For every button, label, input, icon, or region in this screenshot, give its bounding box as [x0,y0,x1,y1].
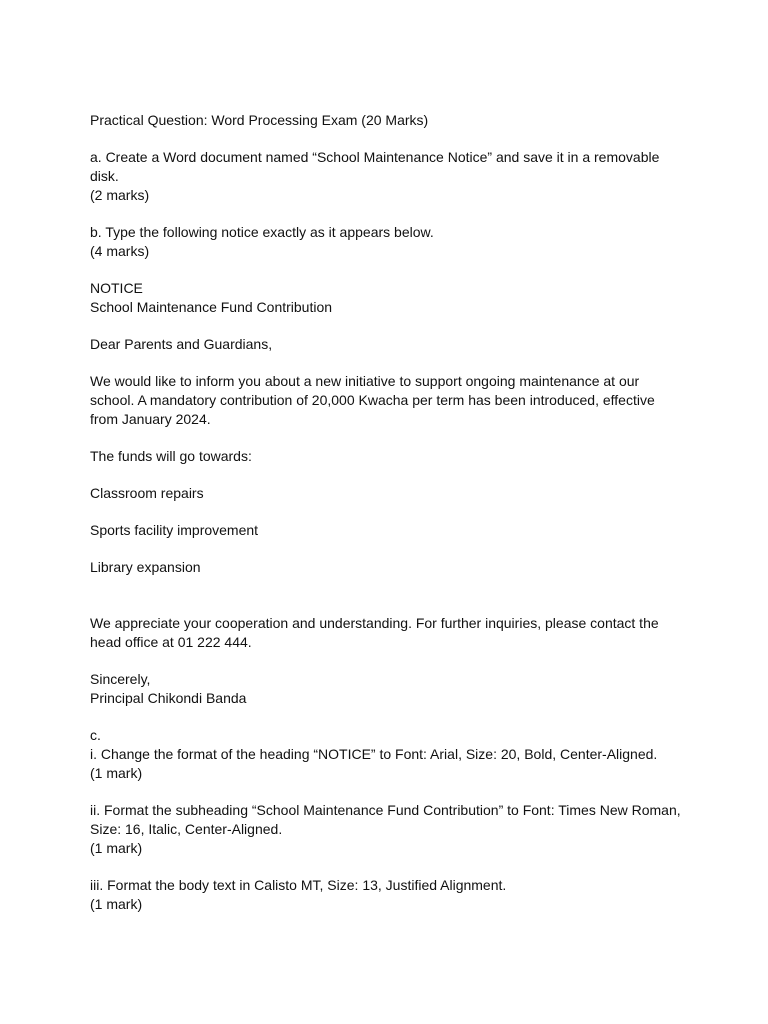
fund-item: Classroom repairs [90,485,204,501]
notice-paragraph-1-line-3: from January 2024. [90,411,211,427]
task-c-ii-text-cont: Size: 16, Italic, Center-Aligned. [90,821,283,837]
fund-item: Sports facility improvement [90,522,259,538]
notice-paragraph-1-line-1: We would like to inform you about a new initiative to support ongoing maintenance at our [90,373,640,389]
task-c-iii-text: iii. Format the body text in Calisto MT, Size: 13, Justified Alignment. [90,877,507,893]
document-page [90,111,690,914]
task-a-text: a. Create a Word document named “School Maintenance Notice” and save it in a removable [90,149,660,165]
notice-signature: Principal Chikondi Banda [90,690,247,706]
task-b-marks: (4 marks) [90,243,150,259]
notice-paragraph-2-line-2: head office at 01 222 444. [90,634,252,650]
task-c-i-text: i. Change the format of the heading “NOTICE” to Font: Arial, Size: 20, Bold, Center-Aligned. [90,746,658,762]
task-c-ii-text: ii. Format the subheading “School Maintenance Fund Contribution” to Font: Times New Roman, [90,802,681,818]
fund-item: Library expansion [90,559,201,575]
task-c-label: c. [90,727,101,743]
exam-title: Practical Question: Word Processing Exam (20 Marks) [90,112,429,128]
notice-closing: Sincerely, [90,671,151,687]
task-a-marks: (2 marks) [90,187,150,203]
task-a-text-cont: disk. [90,168,119,184]
task-c-ii-marks: (1 mark) [90,840,143,856]
task-c-iii-marks: (1 mark) [90,896,143,912]
notice-paragraph-1-line-2: school. A mandatory contribution of 20,000 Kwacha per term has been introduced, effective [90,392,655,408]
notice-heading: NOTICE [90,280,143,296]
task-c-i-marks: (1 mark) [90,765,143,781]
task-b-text: b. Type the following notice exactly as it appears below. [90,224,434,240]
notice-paragraph-2-line-1: We appreciate your cooperation and understanding. For further inquiries, please contact the [90,615,659,631]
notice-salutation: Dear Parents and Guardians, [90,336,273,352]
notice-subheading: School Maintenance Fund Contribution [90,299,333,315]
funds-intro: The funds will go towards: [90,448,252,464]
